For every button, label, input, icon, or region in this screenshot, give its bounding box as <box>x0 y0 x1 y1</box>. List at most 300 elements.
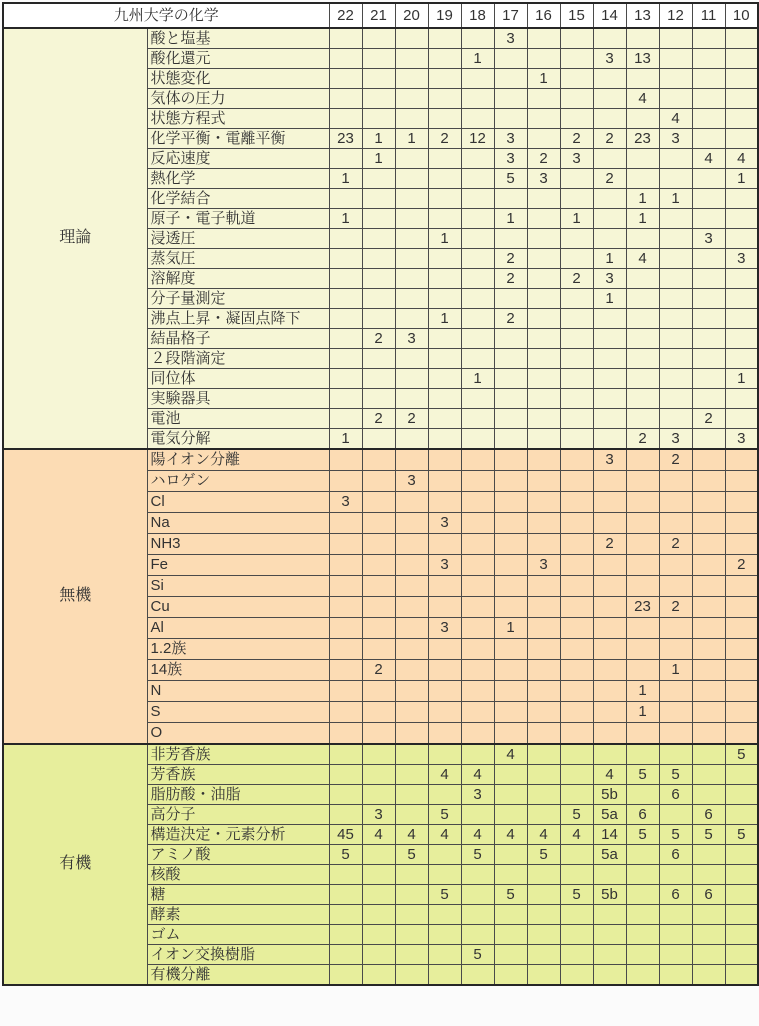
value-cell <box>626 389 659 409</box>
value-cell <box>692 209 725 229</box>
value-cell <box>329 349 362 369</box>
value-cell: 1 <box>395 129 428 149</box>
value-cell <box>494 289 527 309</box>
value-cell <box>461 189 494 209</box>
value-cell <box>527 723 560 745</box>
value-cell <box>560 89 593 109</box>
value-cell <box>428 723 461 745</box>
topic-label: ２段階滴定 <box>147 349 329 369</box>
value-cell <box>395 449 428 471</box>
value-cell <box>362 597 395 618</box>
value-cell: 13 <box>626 49 659 69</box>
value-cell: 4 <box>725 149 758 169</box>
value-cell <box>494 925 527 945</box>
value-cell <box>395 639 428 660</box>
value-cell <box>494 369 527 389</box>
value-cell: 3 <box>527 169 560 189</box>
value-cell <box>362 845 395 865</box>
value-cell <box>461 805 494 825</box>
value-cell <box>527 785 560 805</box>
value-cell <box>329 555 362 576</box>
value-cell <box>692 576 725 597</box>
value-cell <box>494 555 527 576</box>
value-cell <box>527 269 560 289</box>
value-cell <box>527 965 560 986</box>
year-column-header: 18 <box>461 3 494 28</box>
value-cell <box>395 744 428 765</box>
value-cell <box>494 702 527 723</box>
value-cell <box>395 681 428 702</box>
value-cell <box>461 905 494 925</box>
value-cell <box>659 618 692 639</box>
value-cell <box>428 965 461 986</box>
topic-label: 沸点上昇・凝固点降下 <box>147 309 329 329</box>
value-cell <box>329 597 362 618</box>
value-cell <box>560 409 593 429</box>
value-cell <box>593 28 626 49</box>
value-cell: 1 <box>626 681 659 702</box>
value-cell <box>362 49 395 69</box>
value-cell: 3 <box>494 28 527 49</box>
value-cell <box>428 865 461 885</box>
section-label: 有機 <box>3 744 147 985</box>
value-cell: 2 <box>659 597 692 618</box>
value-cell <box>527 349 560 369</box>
table-body <box>3 28 758 985</box>
value-cell <box>494 49 527 69</box>
value-cell: 2 <box>659 534 692 555</box>
value-cell <box>329 89 362 109</box>
value-cell <box>560 229 593 249</box>
value-cell <box>560 639 593 660</box>
value-cell <box>593 865 626 885</box>
value-cell <box>626 492 659 513</box>
value-cell: 5 <box>494 885 527 905</box>
value-cell <box>329 905 362 925</box>
value-cell <box>725 513 758 534</box>
value-cell <box>560 723 593 745</box>
value-cell <box>461 702 494 723</box>
value-cell: 1 <box>428 229 461 249</box>
topic-label: 陽イオン分離 <box>147 449 329 471</box>
value-cell: 4 <box>494 825 527 845</box>
value-cell <box>461 639 494 660</box>
value-cell <box>560 865 593 885</box>
value-cell <box>527 429 560 450</box>
value-cell <box>461 289 494 309</box>
value-cell <box>395 309 428 329</box>
value-cell: 3 <box>659 129 692 149</box>
value-cell: 2 <box>362 660 395 681</box>
value-cell <box>461 865 494 885</box>
value-cell <box>461 409 494 429</box>
value-cell <box>527 702 560 723</box>
year-column-header: 17 <box>494 3 527 28</box>
value-cell <box>461 885 494 905</box>
value-cell <box>692 129 725 149</box>
value-cell <box>395 555 428 576</box>
topic-label: 同位体 <box>147 369 329 389</box>
value-cell <box>626 329 659 349</box>
value-cell <box>560 618 593 639</box>
value-cell <box>329 785 362 805</box>
value-cell <box>560 49 593 69</box>
header-row <box>3 3 758 28</box>
value-cell <box>461 229 494 249</box>
value-cell <box>659 309 692 329</box>
value-cell: 3 <box>692 229 725 249</box>
value-cell <box>626 269 659 289</box>
value-cell <box>428 845 461 865</box>
value-cell <box>692 905 725 925</box>
value-cell <box>593 329 626 349</box>
value-cell <box>395 289 428 309</box>
value-cell <box>395 618 428 639</box>
value-cell <box>527 885 560 905</box>
value-cell <box>527 597 560 618</box>
value-cell <box>692 69 725 89</box>
value-cell <box>461 329 494 349</box>
value-cell <box>395 89 428 109</box>
value-cell <box>362 229 395 249</box>
value-cell <box>725 209 758 229</box>
value-cell <box>692 534 725 555</box>
value-cell: 1 <box>527 69 560 89</box>
value-cell <box>626 28 659 49</box>
value-cell: 5 <box>659 825 692 845</box>
value-cell <box>494 89 527 109</box>
value-cell <box>461 681 494 702</box>
value-cell <box>725 129 758 149</box>
value-cell <box>461 744 494 765</box>
topic-label: 脂肪酸・油脂 <box>147 785 329 805</box>
value-cell <box>362 349 395 369</box>
value-cell <box>494 576 527 597</box>
value-cell <box>527 49 560 69</box>
value-cell <box>692 329 725 349</box>
value-cell <box>659 492 692 513</box>
value-cell <box>560 597 593 618</box>
value-cell: 4 <box>527 825 560 845</box>
value-cell <box>362 269 395 289</box>
table-row <box>3 449 758 471</box>
value-cell <box>395 229 428 249</box>
value-cell: 6 <box>692 885 725 905</box>
topic-label: Cl <box>147 492 329 513</box>
value-cell <box>692 618 725 639</box>
value-cell <box>428 785 461 805</box>
value-cell <box>659 681 692 702</box>
value-cell <box>362 471 395 492</box>
value-cell: 3 <box>428 555 461 576</box>
value-cell <box>461 249 494 269</box>
value-cell <box>527 129 560 149</box>
value-cell <box>329 409 362 429</box>
value-cell <box>659 555 692 576</box>
value-cell <box>494 597 527 618</box>
value-cell <box>725 409 758 429</box>
value-cell: 1 <box>461 49 494 69</box>
value-cell <box>395 209 428 229</box>
value-cell <box>593 89 626 109</box>
value-cell <box>494 349 527 369</box>
value-cell <box>527 618 560 639</box>
value-cell: 3 <box>428 618 461 639</box>
topic-label: 分子量測定 <box>147 289 329 309</box>
value-cell: 5a <box>593 845 626 865</box>
value-cell <box>428 349 461 369</box>
value-cell <box>461 513 494 534</box>
value-cell <box>560 289 593 309</box>
value-cell <box>428 534 461 555</box>
value-cell <box>593 965 626 986</box>
value-cell <box>428 681 461 702</box>
value-cell <box>362 429 395 450</box>
value-cell <box>692 471 725 492</box>
year-column-header: 10 <box>725 3 758 28</box>
value-cell <box>461 169 494 189</box>
value-cell <box>362 702 395 723</box>
value-cell <box>725 702 758 723</box>
value-cell <box>560 471 593 492</box>
value-cell <box>395 905 428 925</box>
value-cell <box>527 369 560 389</box>
value-cell <box>725 492 758 513</box>
value-cell <box>461 925 494 945</box>
value-cell <box>329 925 362 945</box>
value-cell <box>692 169 725 189</box>
value-cell <box>494 660 527 681</box>
value-cell <box>494 639 527 660</box>
value-cell <box>659 576 692 597</box>
value-cell <box>362 289 395 309</box>
value-cell <box>560 945 593 965</box>
value-cell <box>329 639 362 660</box>
value-cell <box>428 905 461 925</box>
value-cell <box>329 149 362 169</box>
value-cell <box>527 681 560 702</box>
value-cell <box>428 109 461 129</box>
value-cell <box>725 865 758 885</box>
value-cell <box>395 109 428 129</box>
value-cell <box>329 189 362 209</box>
value-cell <box>494 945 527 965</box>
value-cell <box>395 945 428 965</box>
value-cell <box>494 229 527 249</box>
value-cell <box>725 269 758 289</box>
value-cell <box>461 449 494 471</box>
value-cell <box>329 534 362 555</box>
value-cell <box>527 389 560 409</box>
value-cell <box>461 28 494 49</box>
value-cell <box>362 965 395 986</box>
value-cell <box>626 618 659 639</box>
year-column-header: 11 <box>692 3 725 28</box>
value-cell <box>461 389 494 409</box>
table-title: 九州大学の化学 <box>3 3 329 28</box>
value-cell: 3 <box>494 149 527 169</box>
value-cell <box>362 681 395 702</box>
value-cell <box>428 597 461 618</box>
value-cell <box>329 269 362 289</box>
value-cell <box>395 723 428 745</box>
value-cell <box>725 639 758 660</box>
value-cell <box>560 169 593 189</box>
topic-label: 溶解度 <box>147 269 329 289</box>
value-cell <box>362 492 395 513</box>
value-cell <box>428 945 461 965</box>
value-cell: 2 <box>593 534 626 555</box>
value-cell <box>626 471 659 492</box>
value-cell: 6 <box>692 805 725 825</box>
value-cell <box>362 905 395 925</box>
topic-label: アミノ酸 <box>147 845 329 865</box>
value-cell: 14 <box>593 825 626 845</box>
value-cell <box>560 309 593 329</box>
value-cell: 1 <box>593 249 626 269</box>
value-cell <box>395 925 428 945</box>
value-cell <box>560 845 593 865</box>
value-cell <box>560 905 593 925</box>
value-cell <box>428 329 461 349</box>
value-cell <box>725 765 758 785</box>
value-cell <box>362 169 395 189</box>
value-cell <box>725 845 758 865</box>
topic-label: S <box>147 702 329 723</box>
value-cell <box>626 723 659 745</box>
value-cell <box>428 925 461 945</box>
value-cell <box>659 965 692 986</box>
value-cell <box>593 723 626 745</box>
value-cell: 1 <box>329 169 362 189</box>
value-cell <box>494 845 527 865</box>
value-cell: 5 <box>725 744 758 765</box>
value-cell <box>626 309 659 329</box>
value-cell <box>395 269 428 289</box>
value-cell <box>593 492 626 513</box>
value-cell <box>428 89 461 109</box>
value-cell: 2 <box>428 129 461 149</box>
value-cell <box>461 555 494 576</box>
value-cell <box>692 865 725 885</box>
value-cell <box>494 409 527 429</box>
value-cell <box>362 449 395 471</box>
value-cell <box>428 249 461 269</box>
value-cell <box>329 702 362 723</box>
value-cell <box>593 229 626 249</box>
value-cell <box>725 309 758 329</box>
value-cell: 2 <box>395 409 428 429</box>
value-cell <box>395 785 428 805</box>
value-cell: 1 <box>362 149 395 169</box>
table-row <box>3 744 758 765</box>
value-cell <box>692 681 725 702</box>
value-cell <box>692 289 725 309</box>
value-cell <box>527 109 560 129</box>
value-cell <box>593 744 626 765</box>
value-cell <box>527 639 560 660</box>
value-cell <box>428 409 461 429</box>
value-cell <box>329 329 362 349</box>
value-cell <box>362 309 395 329</box>
value-cell <box>329 49 362 69</box>
value-cell <box>329 28 362 49</box>
value-cell <box>395 28 428 49</box>
value-cell <box>329 471 362 492</box>
value-cell <box>593 681 626 702</box>
value-cell <box>560 576 593 597</box>
value-cell <box>560 965 593 986</box>
value-cell <box>593 618 626 639</box>
value-cell: 4 <box>428 765 461 785</box>
value-cell <box>725 805 758 825</box>
value-cell <box>560 925 593 945</box>
value-cell: 5 <box>329 845 362 865</box>
value-cell: 3 <box>362 805 395 825</box>
topic-label: 蒸気圧 <box>147 249 329 269</box>
value-cell <box>692 349 725 369</box>
value-cell <box>461 492 494 513</box>
value-cell <box>593 576 626 597</box>
value-cell <box>725 229 758 249</box>
value-cell <box>626 229 659 249</box>
value-cell <box>725 349 758 369</box>
value-cell <box>329 249 362 269</box>
value-cell <box>527 229 560 249</box>
value-cell <box>593 702 626 723</box>
value-cell <box>725 925 758 945</box>
topic-label: 14族 <box>147 660 329 681</box>
value-cell <box>362 639 395 660</box>
value-cell: 1 <box>593 289 626 309</box>
value-cell <box>560 329 593 349</box>
value-cell <box>527 576 560 597</box>
value-cell <box>329 309 362 329</box>
value-cell <box>395 534 428 555</box>
value-cell <box>560 555 593 576</box>
value-cell <box>329 723 362 745</box>
value-cell <box>494 865 527 885</box>
value-cell: 1 <box>494 209 527 229</box>
value-cell <box>329 965 362 986</box>
value-cell <box>626 845 659 865</box>
value-cell <box>329 885 362 905</box>
topic-label: Cu <box>147 597 329 618</box>
value-cell <box>362 885 395 905</box>
topic-label: Na <box>147 513 329 534</box>
topic-label: ハロゲン <box>147 471 329 492</box>
value-cell <box>593 639 626 660</box>
value-cell <box>560 109 593 129</box>
table-head <box>3 3 758 28</box>
value-cell <box>626 513 659 534</box>
topic-label: 芳香族 <box>147 765 329 785</box>
value-cell <box>428 744 461 765</box>
value-cell <box>659 289 692 309</box>
value-cell <box>395 965 428 986</box>
value-cell: 3 <box>659 429 692 450</box>
value-cell <box>659 269 692 289</box>
value-cell: 5 <box>560 805 593 825</box>
value-cell <box>692 309 725 329</box>
value-cell: 1 <box>560 209 593 229</box>
value-cell <box>527 28 560 49</box>
value-cell <box>395 597 428 618</box>
value-cell: 2 <box>362 409 395 429</box>
topic-label: NH3 <box>147 534 329 555</box>
value-cell <box>593 389 626 409</box>
value-cell <box>362 369 395 389</box>
